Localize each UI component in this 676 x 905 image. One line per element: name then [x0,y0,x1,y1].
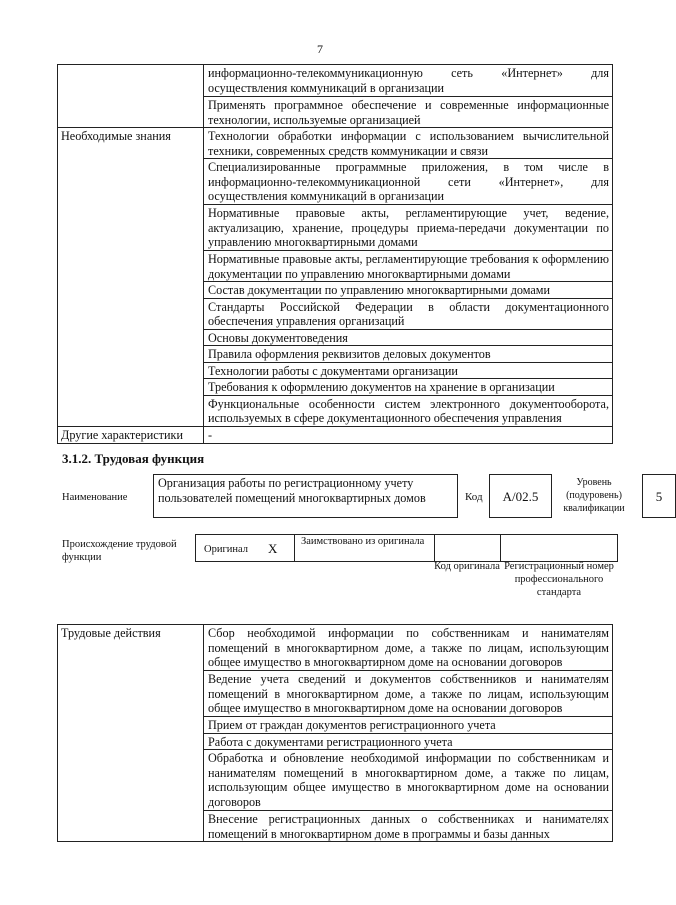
table-row [58,128,613,159]
table-cell: Основы документоведения [204,329,613,346]
row-label-actions: Трудовые действия [58,625,204,842]
origin-borrowed-text: Заимствовано из оригинала [301,536,425,547]
table-cell: Обработка и обновление необходимой информации по собственникам и нанимателям помещений в многоквартирном доме, а также по лицам, использующим общее имущество в многоквартирном доме на основании договоров [204,750,613,811]
table-cell: - [204,426,613,444]
origin-reg-cell [500,534,618,562]
table-cell: Технологии работы с документами организации [204,362,613,379]
table-cell: Состав документации по управлению многоквартирными домами [204,282,613,299]
function-header [62,474,663,524]
origin-code-cell [434,534,501,562]
actions-table [57,624,613,842]
function-name: Организация работы по регистрационному учету пользователей помещений многоквартирных домов [153,474,458,518]
section-title: 3.1.2. Трудовая функция [62,451,205,466]
table-cell: Нормативные правовые акты, регламентирующие требования к оформлению документации по управлению многоквартирными домами [204,251,613,282]
code-label: Код [465,491,483,503]
row-label-other: Другие характеристики [58,426,204,444]
function-level: 5 [642,474,676,518]
table-cell: Внесение регистрационных данных о собственниках и нанимателях помещений в многоквартирном доме в программы и базы данных [204,811,613,842]
table-cell: Правила оформления реквизитов деловых документов [204,346,613,363]
table-cell: Технологии обработки информации с использованием вычислительной техники, современных средств коммуникации и связи [204,128,613,159]
name-label: Наименование [62,492,128,503]
table-cell: Ведение учета сведений и документов собственников и нанимателям помещений в многоквартирном доме, а также по лицам, использующим общее имущество в многоквартирном доме на основании договоров [204,671,613,717]
table-cell: Сбор необходимой информации по собственникам и нанимателям помещений в многоквартирном доме, а также по лицам, использующим общее имущество в многоквартирном доме на основании договоров [204,625,613,671]
table-row [58,625,613,671]
row-label-knowledge: Необходимые знания [58,128,204,427]
origin-original-text: Оригинал [204,544,248,555]
origin-label: Происхождение трудовой функции [62,539,177,563]
table-cell: Работа с документами регистрационного учета [204,733,613,750]
knowledge-table [57,64,613,444]
table-cell: Функциональные особенности систем электронного документооборота, используемых в сфере документационного обеспечения управления [204,395,613,426]
page-number: 7 [317,42,323,56]
origin-original-cell [195,534,295,562]
row-label [58,65,204,128]
function-code: A/02.5 [489,474,552,518]
table-cell: Специализированные программные приложения, в том числе в информационно-телекоммуникационной сети «Интернет», для осуществления коммуникаций в организации [204,159,613,205]
level-label: Уровень (подуровень) квалификации [563,477,625,514]
table-cell: Стандарты Российской Федерации в области документационного обеспечения управления организаций [204,298,613,329]
reg-caption: Регистрационный номер профессионального стандарта [504,561,614,598]
table-cell: Нормативные правовые акты, регламентирующие учет, ведение, актуализацию, хранение, процедуры приема-передачи документации по управлению многоквартирными домами [204,205,613,251]
table-row [58,65,613,97]
origin-mark: X [268,541,278,556]
code-caption: Код оригинала [434,561,500,572]
origin-borrowed-cell [294,534,435,562]
table-cell: Требования к оформлению документов на хранение в организации [204,379,613,396]
table-cell: Прием от граждан документов регистрационного учета [204,717,613,734]
table-row [58,426,613,444]
table-cell: Применять программное обеспечение и современные информационные технологии, используемые организацией [204,97,613,128]
table-cell: информационно-телекоммуникационную сеть «Интернет» для осуществления коммуникаций в организации [204,65,613,97]
